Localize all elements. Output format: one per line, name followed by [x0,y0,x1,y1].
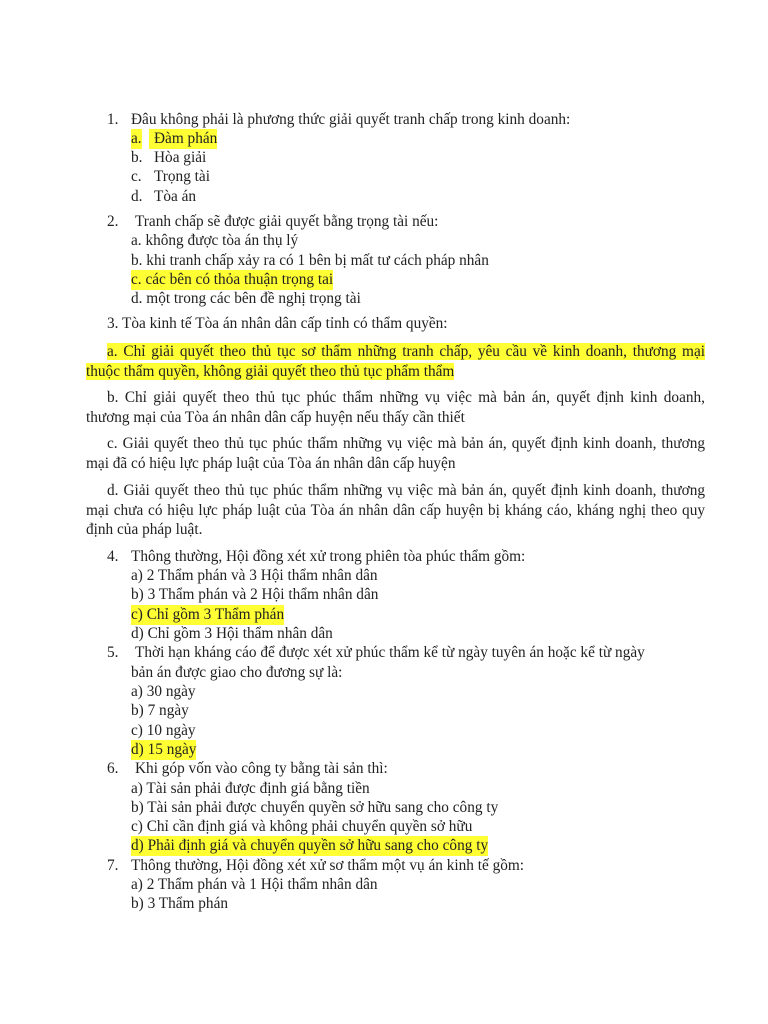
q5-option-a: a) 30 ngày [131,683,196,700]
q2-number: 2. [107,213,119,230]
q7-option-a: a) 2 Thẩm phán và 1 Hội thẩm nhân dân [131,876,378,893]
q1-option-d-label: d. [131,188,143,205]
q4-option-a: a) 2 Thẩm phán và 3 Hội thẩm nhân dân [131,567,378,584]
q3-option-b: b. Chỉ giải quyết theo thủ tục phúc thẩm những vụ việc mà bản án, quyết định kinh doanh, thương mại của Tòa án nhân dân cấp huyện nếu thấy cần thiết [86,389,705,426]
q2-option-a: a. không được tòa án thụ lý [131,232,299,249]
q7-option-b: b) 3 Thẩm phán [131,895,229,912]
q7-number: 7. [107,857,119,874]
q4-number: 4. [107,548,119,565]
q6-option-a: a) Tài sản phải được định giá bằng tiền [131,780,370,797]
q7-text: Thông thường, Hội đồng xét xử sơ thẩm một vụ án kinh tế gồm: [131,857,525,874]
q3-text: 3. Tòa kinh tế Tòa án nhân dân cấp tỉnh có thẩm quyền: [107,315,448,332]
q1-option-d: Tòa án [154,188,197,205]
q5-option-b: b) 7 ngày [131,702,189,719]
q2-text: Tranh chấp sẽ được giải quyết bằng trọng tài nếu: [135,213,439,230]
q4-option-c: c) Chỉ gồm 3 Thẩm phán [131,606,285,623]
q3-option-a: a. Chỉ giải quyết theo thủ tục sơ thẩm những tranh chấp, yêu cầu về kinh doanh, thương mại thuộc thẩm quyền, không giải quyết theo thủ tục phẩm thẩm [86,343,705,380]
q2-option-c: c. các bên có thỏa thuận trọng tai [131,271,334,288]
q1-option-b: Hòa giải [154,149,207,166]
q5-text-line1: Thời hạn kháng cáo để được xét xử phúc thẩm kể từ ngày tuyên án hoặc kể từ ngày [135,644,645,661]
q1-option-c: Trọng tài [154,168,210,185]
q1-number: 1. [107,111,119,128]
q3-option-c: c. Giải quyết theo thủ tục phúc thẩm những vụ việc mà bản án, quyết định kinh doanh, thương mại đã có hiệu lực pháp luật của Tòa án nhân dân cấp huyện [86,435,705,472]
q6-option-d: d) Phải định giá và chuyển quyền sở hữu sang cho công ty [131,837,489,854]
q5-number: 5. [107,644,119,661]
q2-option-b: b. khi tranh chấp xảy ra có 1 bên bị mất tư cách pháp nhân [131,252,489,269]
q1-option-a-label: a. [131,130,142,147]
q1-text: Đâu không phải là phương thức giải quyết tranh chấp trong kinh doanh: [131,111,571,128]
q5-option-c: c) 10 ngày [131,722,196,739]
q4-option-d: d) Chỉ gồm 3 Hội thẩm nhân dân [131,625,333,642]
q4-option-b: b) 3 Thẩm phán và 2 Hội thẩm nhân dân [131,586,379,603]
q2-option-d: d. một trong các bên đề nghị trọng tài [131,290,361,307]
q6-text: Khi góp vốn vào công ty bằng tài sản thì: [135,760,388,777]
q3-option-d: d. Giải quyết theo thủ tục phúc thẩm những vụ việc mà bản án, quyết định kinh doanh, thương mại chưa có hiệu lực pháp luật của Tòa án nhân dân cấp huyện bị kháng cáo, kháng nghị theo quy định của pháp luật. [86,482,705,538]
q6-number: 6. [107,760,119,777]
q5-text-line2: bản án được giao cho đương sự là: [131,664,343,681]
q1-option-c-label: c. [131,168,142,185]
q1-option-a: Đàm phán [149,129,217,149]
q4-text: Thông thường, Hội đồng xét xử trong phiên tòa phúc thẩm gồm: [131,548,526,565]
q6-option-b: b) Tài sản phải được chuyển quyền sở hữu sang cho công ty [131,799,499,816]
q5-option-d: d) 15 ngày [131,741,197,758]
q1-option-b-label: b. [131,149,143,166]
q6-option-c: c) Chỉ cần định giá và không phải chuyển quyền sở hữu [131,818,473,835]
